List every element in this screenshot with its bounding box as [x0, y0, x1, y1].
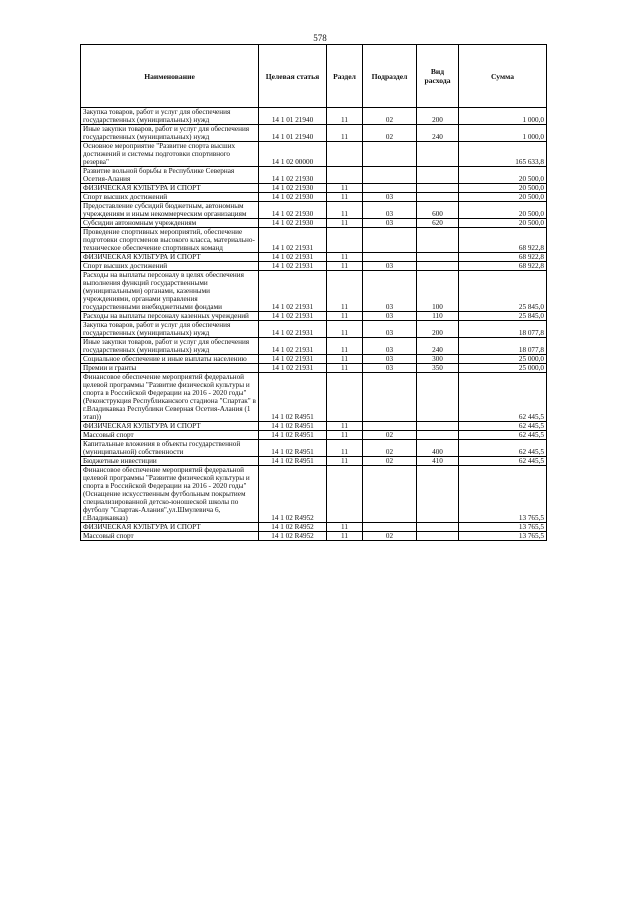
table-row	[81, 108, 547, 125]
row-sum-cell: 13 765,5	[459, 466, 547, 523]
row-type-cell: 350	[417, 364, 459, 373]
row-code-cell: 14 1 02 21930	[259, 219, 327, 228]
table-header-row	[81, 45, 547, 108]
table-row	[81, 532, 547, 541]
row-type-cell: 110	[417, 312, 459, 321]
row-section-cell	[327, 142, 363, 167]
row-subsection-cell	[363, 373, 417, 422]
row-type-cell	[417, 422, 459, 431]
row-sum-cell: 62 445,5	[459, 373, 547, 422]
row-type-cell	[417, 262, 459, 271]
row-section-cell	[327, 466, 363, 523]
row-section-cell: 11	[327, 262, 363, 271]
row-section-cell: 11	[327, 193, 363, 202]
row-section-cell: 11	[327, 457, 363, 466]
table-row	[81, 312, 547, 321]
row-section-cell: 11	[327, 312, 363, 321]
row-code-cell: 14 1 02 21931	[259, 364, 327, 373]
budget-table	[80, 44, 547, 541]
row-type-cell	[417, 228, 459, 253]
table-row	[81, 422, 547, 431]
header-sum: Сумма	[459, 45, 547, 108]
row-name-cell: Предоставление субсидий бюджетным, автономным учреждениям и иным некоммерческим организациям	[81, 202, 259, 219]
row-sum-cell: 165 633,8	[459, 142, 547, 167]
row-code-cell: 14 1 02 21931	[259, 228, 327, 253]
row-sum-cell: 20 500,0	[459, 184, 547, 193]
table-row	[81, 262, 547, 271]
row-subsection-cell: 03	[363, 219, 417, 228]
row-subsection-cell	[363, 523, 417, 532]
table-row	[81, 338, 547, 355]
table-row	[81, 167, 547, 184]
row-sum-cell: 68 922,8	[459, 262, 547, 271]
row-subsection-cell	[363, 422, 417, 431]
row-code-cell: 14 1 02 R4951	[259, 431, 327, 440]
row-sum-cell: 1 000,0	[459, 125, 547, 142]
row-section-cell: 11	[327, 422, 363, 431]
row-code-cell: 14 1 02 R4952	[259, 523, 327, 532]
row-subsection-cell: 02	[363, 457, 417, 466]
row-name-cell: ФИЗИЧЕСКАЯ КУЛЬТУРА И СПОРТ	[81, 422, 259, 431]
row-section-cell: 11	[327, 125, 363, 142]
row-subsection-cell	[363, 228, 417, 253]
row-code-cell: 14 1 01 21940	[259, 125, 327, 142]
row-section-cell: 11	[327, 431, 363, 440]
row-name-cell: Массовый спорт	[81, 532, 259, 541]
row-code-cell: 14 1 02 21931	[259, 338, 327, 355]
row-type-cell: 240	[417, 125, 459, 142]
row-subsection-cell: 02	[363, 440, 417, 457]
row-subsection-cell	[363, 167, 417, 184]
row-sum-cell: 20 500,0	[459, 193, 547, 202]
row-code-cell: 14 1 02 21931	[259, 321, 327, 338]
row-section-cell: 11	[327, 532, 363, 541]
row-sum-cell: 13 765,5	[459, 523, 547, 532]
row-type-cell: 410	[417, 457, 459, 466]
row-sum-cell: 20 500,0	[459, 219, 547, 228]
row-name-cell: Закупка товаров, работ и услуг для обеспечения государственных (муниципальных) нужд	[81, 321, 259, 338]
table-row	[81, 523, 547, 532]
table-row	[81, 253, 547, 262]
page-number: 578	[313, 33, 327, 43]
row-type-cell	[417, 431, 459, 440]
row-section-cell: 11	[327, 338, 363, 355]
row-name-cell: Проведение спортивных мероприятий, обеспечение подготовки спортсменов высокого класса, материально-техническое обеспечение спортивных команд	[81, 228, 259, 253]
row-type-cell: 600	[417, 202, 459, 219]
row-section-cell	[327, 167, 363, 184]
row-code-cell: 14 1 02 R4951	[259, 440, 327, 457]
row-section-cell	[327, 373, 363, 422]
row-subsection-cell: 03	[363, 338, 417, 355]
row-sum-cell: 18 077,8	[459, 321, 547, 338]
row-section-cell	[327, 228, 363, 253]
table-row	[81, 202, 547, 219]
row-sum-cell: 18 077,8	[459, 338, 547, 355]
row-subsection-cell: 02	[363, 108, 417, 125]
row-type-cell: 100	[417, 271, 459, 312]
row-type-cell	[417, 193, 459, 202]
row-sum-cell: 68 922,8	[459, 228, 547, 253]
row-subsection-cell: 02	[363, 532, 417, 541]
table-row	[81, 271, 547, 312]
row-name-cell: Премии и гранты	[81, 364, 259, 373]
table-row	[81, 193, 547, 202]
row-type-cell: 200	[417, 108, 459, 125]
row-sum-cell: 25 845,0	[459, 312, 547, 321]
row-name-cell: Финансовое обеспечение мероприятий федеральной целевой программы "Развитие физической культуры и спорта в Российской Федерации на 2016 - 2020 годы" (Реконструкция Республиканского стадиона "Спартак" в г.Владикавказ Республики Северная Осетия-Алания (1 этап))	[81, 373, 259, 422]
table-row	[81, 466, 547, 523]
table-row	[81, 373, 547, 422]
row-name-cell: Массовый спорт	[81, 431, 259, 440]
row-type-cell: 620	[417, 219, 459, 228]
row-name-cell: Спорт высших достижений	[81, 193, 259, 202]
row-subsection-cell: 03	[363, 193, 417, 202]
row-section-cell: 11	[327, 108, 363, 125]
row-code-cell: 14 1 02 21931	[259, 262, 327, 271]
row-code-cell: 14 1 02 R4951	[259, 373, 327, 422]
table-row	[81, 219, 547, 228]
row-name-cell: Расходы на выплаты персоналу казенных учреждений	[81, 312, 259, 321]
row-type-cell	[417, 523, 459, 532]
row-code-cell: 14 1 02 R4952	[259, 466, 327, 523]
row-name-cell: Капитальные вложения в объекты государственной (муниципальной) собственности	[81, 440, 259, 457]
row-sum-cell: 62 445,5	[459, 422, 547, 431]
row-name-cell: Развитие вольной борьбы в Республике Северная Осетия-Алания	[81, 167, 259, 184]
row-sum-cell: 25 000,0	[459, 355, 547, 364]
row-type-cell	[417, 167, 459, 184]
row-name-cell: Расходы на выплаты персоналу в целях обеспечения выполнения функций государственными (муниципальными) органами, казенными учреждениями, органами управления государственными внебюджетными фондами	[81, 271, 259, 312]
table-row	[81, 457, 547, 466]
row-type-cell	[417, 373, 459, 422]
row-type-cell	[417, 253, 459, 262]
row-name-cell: Бюджетные инвестиции	[81, 457, 259, 466]
row-section-cell: 11	[327, 219, 363, 228]
row-section-cell: 11	[327, 271, 363, 312]
row-name-cell: Основное мероприятие "Развитие спорта высших достижений и системы подготовки спортивного резерва"	[81, 142, 259, 167]
row-sum-cell: 1 000,0	[459, 108, 547, 125]
row-subsection-cell: 03	[363, 262, 417, 271]
row-section-cell: 11	[327, 253, 363, 262]
row-subsection-cell	[363, 142, 417, 167]
row-name-cell: Иные закупки товаров, работ и услуг для обеспечения государственных (муниципальных) нужд	[81, 125, 259, 142]
row-subsection-cell: 02	[363, 431, 417, 440]
row-sum-cell: 62 445,5	[459, 457, 547, 466]
row-subsection-cell: 02	[363, 125, 417, 142]
row-subsection-cell: 03	[363, 364, 417, 373]
row-sum-cell: 62 445,5	[459, 440, 547, 457]
header-subsection: Подраздел	[363, 45, 417, 108]
row-subsection-cell: 03	[363, 355, 417, 364]
row-section-cell: 11	[327, 355, 363, 364]
row-code-cell: 14 1 02 21931	[259, 355, 327, 364]
row-type-cell: 240	[417, 338, 459, 355]
row-sum-cell: 62 445,5	[459, 431, 547, 440]
header-code: Целевая статья	[259, 45, 327, 108]
row-type-cell	[417, 142, 459, 167]
row-subsection-cell: 03	[363, 312, 417, 321]
row-subsection-cell	[363, 253, 417, 262]
table-row	[81, 142, 547, 167]
table-body	[81, 108, 547, 541]
table-row	[81, 228, 547, 253]
row-sum-cell: 25 845,0	[459, 271, 547, 312]
row-sum-cell: 20 500,0	[459, 202, 547, 219]
row-name-cell: ФИЗИЧЕСКАЯ КУЛЬТУРА И СПОРТ	[81, 523, 259, 532]
row-code-cell: 14 1 02 R4951	[259, 457, 327, 466]
row-name-cell: Спорт высших достижений	[81, 262, 259, 271]
row-name-cell: Закупка товаров, работ и услуг для обеспечения государственных (муниципальных) нужд	[81, 108, 259, 125]
row-code-cell: 14 1 02 21930	[259, 202, 327, 219]
row-subsection-cell: 03	[363, 321, 417, 338]
row-code-cell: 14 1 02 21930	[259, 193, 327, 202]
row-type-cell: 400	[417, 440, 459, 457]
table-row	[81, 184, 547, 193]
row-name-cell: ФИЗИЧЕСКАЯ КУЛЬТУРА И СПОРТ	[81, 253, 259, 262]
row-section-cell: 11	[327, 440, 363, 457]
row-section-cell: 11	[327, 364, 363, 373]
header-name: Наименование	[81, 45, 259, 108]
row-name-cell: Иные закупки товаров, работ и услуг для обеспечения государственных (муниципальных) нужд	[81, 338, 259, 355]
row-name-cell: Социальное обеспечение и иные выплаты населению	[81, 355, 259, 364]
row-subsection-cell	[363, 184, 417, 193]
row-code-cell: 14 1 02 21931	[259, 253, 327, 262]
row-name-cell: Субсидии автономным учреждениям	[81, 219, 259, 228]
table-row	[81, 321, 547, 338]
row-section-cell: 11	[327, 523, 363, 532]
row-name-cell: ФИЗИЧЕСКАЯ КУЛЬТУРА И СПОРТ	[81, 184, 259, 193]
row-section-cell: 11	[327, 184, 363, 193]
row-type-cell	[417, 466, 459, 523]
row-sum-cell: 68 922,8	[459, 253, 547, 262]
row-subsection-cell: 03	[363, 202, 417, 219]
row-code-cell: 14 1 02 21930	[259, 167, 327, 184]
header-type: Вид расхода	[417, 45, 459, 108]
table-row	[81, 125, 547, 142]
row-code-cell: 14 1 02 21931	[259, 271, 327, 312]
row-sum-cell: 13 765,5	[459, 532, 547, 541]
row-section-cell: 11	[327, 321, 363, 338]
row-section-cell: 11	[327, 202, 363, 219]
table-row	[81, 431, 547, 440]
row-type-cell: 200	[417, 321, 459, 338]
table-row	[81, 355, 547, 364]
row-code-cell: 14 1 02 00000	[259, 142, 327, 167]
row-sum-cell: 25 000,0	[459, 364, 547, 373]
row-name-cell: Финансовое обеспечение мероприятий федеральной целевой программы "Развитие физической культуры и спорта в Российской Федерации на 2016 - 2020 годы" (Оснащение искусственным футбольным покрытием специализированной детско-юношеской школы по футболу "Спартак-Алания",ул.Шмулевича 6, г.Владикавказ)	[81, 466, 259, 523]
row-type-cell: 300	[417, 355, 459, 364]
table-row	[81, 440, 547, 457]
row-type-cell	[417, 184, 459, 193]
row-sum-cell: 20 500,0	[459, 167, 547, 184]
row-code-cell: 14 1 02 21931	[259, 312, 327, 321]
row-code-cell: 14 1 02 R4951	[259, 422, 327, 431]
row-subsection-cell	[363, 466, 417, 523]
row-code-cell: 14 1 02 R4952	[259, 532, 327, 541]
row-code-cell: 14 1 01 21940	[259, 108, 327, 125]
table-row	[81, 364, 547, 373]
header-section: Раздел	[327, 45, 363, 108]
row-subsection-cell: 03	[363, 271, 417, 312]
row-code-cell: 14 1 02 21930	[259, 184, 327, 193]
row-type-cell	[417, 532, 459, 541]
